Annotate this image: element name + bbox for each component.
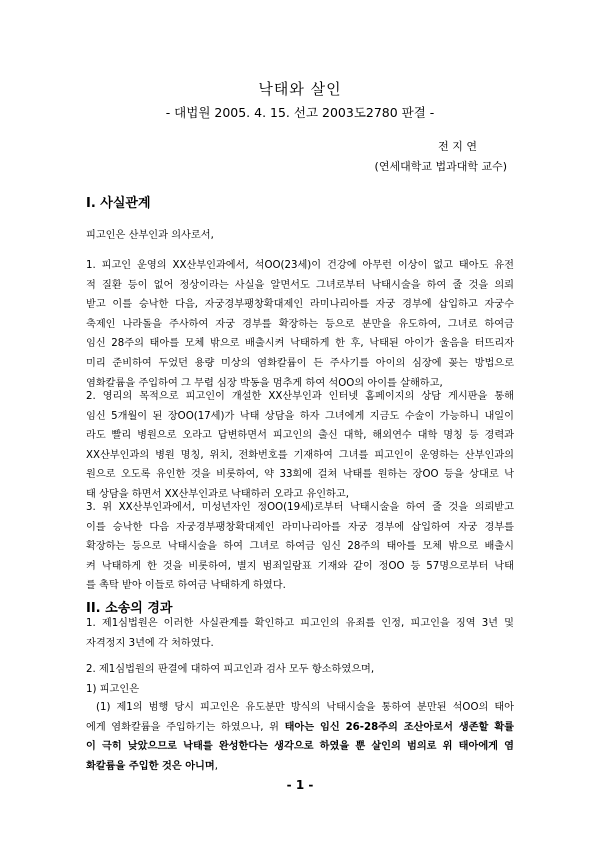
paragraph-line: 1. 피고인 운영의 XX산부인과에서, 석OO(23세)이 건강에 아무런 이상이 없고 태아도 유전 bbox=[86, 260, 514, 271]
paragraph-line: 임신 5개월이 된 장OO(17세)가 낙태 상담을 하자 그녀에게 지금도 수술이 가능하니 내일이 bbox=[86, 410, 514, 422]
section-heading-proceedings: II. 소송의 경과 bbox=[86, 601, 173, 616]
paragraph-line: 축제인 나라돌을 주사하여 자궁 경부를 확장하는 등으로 분만을 유도하여, 그녀로 하여금 bbox=[86, 318, 514, 330]
section1-intro bbox=[86, 226, 514, 246]
paragraph-line: 적 질환 등이 없어 정상이라는 사실을 알면서도 그녀로부터 낙태시술을 하여 줄 것을 의뢰 bbox=[86, 279, 514, 291]
page-number: - 1 - bbox=[286, 778, 314, 792]
paragraph-line bbox=[86, 757, 514, 777]
section1-paragraph-1 bbox=[86, 256, 514, 393]
document-title: 낙태와 살인 bbox=[258, 80, 342, 98]
plain-text: , bbox=[214, 760, 218, 772]
bold-text: 화칼륨을 주입한 것은 아니며 bbox=[86, 760, 215, 772]
paragraph-line: XX산부인과의 병원 명칭, 위치, 전화번호를 기재하여 그녀를 피고인이 운영하는 산부인과의 bbox=[86, 449, 514, 461]
section1-paragraph-2 bbox=[86, 387, 514, 505]
paragraph-line: 피고인은 산부인과 의사로서, bbox=[86, 230, 214, 241]
paragraph-line: 3. 위 XX산부인과에서, 미성년자인 정OO(19세)로부터 낙태시술을 하여 줄 것을 의뢰받고 bbox=[86, 502, 514, 513]
bold-text: 태아는 임신 26-28주의 조산아로서 생존할 확률 bbox=[284, 721, 514, 733]
paragraph-line: 2. 제1심법원의 판결에 대하여 피고인과 검사 모두 항소하였으며, bbox=[86, 664, 375, 675]
paragraph-line: 미리 준비하여 두었던 용량 미상의 염화칼륨이 든 주사기를 아이의 심장에 꽂는 방법으로 bbox=[86, 357, 514, 369]
section-heading-facts: I. 사실관계 bbox=[86, 196, 151, 211]
paragraph-line: 1) 피고인은 bbox=[86, 683, 140, 695]
paragraph-line: 켜 낙태하게 한 것을 비롯하여, 별지 범죄일람표 기재와 같이 정OO 등 57명으로부터 낙태 bbox=[86, 560, 514, 572]
paragraph-line: 이를 승낙한 다음 자궁경부팽창확대제인 라미나리아를 자궁 경부에 삽입하여 자궁 경부를 bbox=[86, 521, 514, 533]
paragraph-line: 자격정지 3년에 각 처하였다. bbox=[86, 637, 214, 649]
paragraph-line: 받고 이를 승낙한 다음, 자궁경부팽창확대제인 라미나리아를 자궁 경부에 삽입하고 자궁수 bbox=[86, 299, 514, 311]
paragraph-line: (1) 제1의 범행 당시 피고인은 유도분만 방식의 낙태시술을 통하여 분만된 석OO의 태아 bbox=[96, 702, 514, 713]
paragraph-line: 태 상담을 하면서 XX산부인과로 낙태하러 오라고 유인하고, bbox=[86, 488, 349, 500]
paragraph-line: 확장하는 등으로 낙태시술을 하여 그녀로 하여금 임신 28주의 태아를 모체 밖으로 배출시 bbox=[86, 541, 514, 553]
paragraph-line: 염화칼륨을 주입하여 그 무렵 심장 박동을 멈추게 하여 석OO의 아이를 살해하고, bbox=[86, 377, 443, 389]
author-name: 전 지 연 bbox=[438, 140, 477, 153]
document-subtitle: - 대법원 2005. 4. 15. 선고 2003도2780 판결 - bbox=[165, 105, 435, 120]
paragraph-line bbox=[86, 718, 514, 738]
paragraph-line: 2. 영리의 목적으로 피고인이 개설한 XX산부인과 인터넷 홈페이지의 상담 게시판을 통해 bbox=[86, 391, 514, 402]
plain-text: 에게 염화칼륨을 주입하기는 하였으나, 위 bbox=[86, 721, 285, 733]
paragraph-line: 라도 빨리 병원으로 오라고 답변하면서 피고인의 출신 대학, 해외연수 대학 명칭 등 경력과 bbox=[86, 430, 514, 442]
paragraph-line: 를 촉탁 받아 이들로 하여금 낙태하게 하였다. bbox=[86, 580, 286, 592]
section1-paragraph-3 bbox=[86, 498, 514, 596]
section2-paragraph-1 bbox=[86, 614, 514, 653]
paragraph-line: 1. 제1심법원은 이러한 사실관계를 확인하고 피고인의 유죄를 인정, 피고인을 징역 3년 및 bbox=[86, 618, 514, 629]
paragraph-line: 임신 28주의 태아를 모체 밖으로 배출시켜 낙태하게 한 후, 낙태된 아이가 울음을 터뜨리자 bbox=[86, 338, 514, 350]
paragraph-line: 원으로 오도록 유인한 것을 비롯하여, 약 33회에 걸쳐 낙태를 원하는 장OO 등을 상대로 낙 bbox=[86, 469, 514, 481]
section2-paragraph-2 bbox=[86, 660, 514, 699]
section2-paragraph-defendant bbox=[86, 698, 514, 776]
author-affiliation: (연세대학교 법과대학 교수) bbox=[374, 160, 507, 173]
paragraph-line: 이 극히 낮았으므로 낙태를 완성한다는 생각으로 하였을 뿐 살인의 범의로 위 태아에게 염 bbox=[86, 741, 514, 753]
